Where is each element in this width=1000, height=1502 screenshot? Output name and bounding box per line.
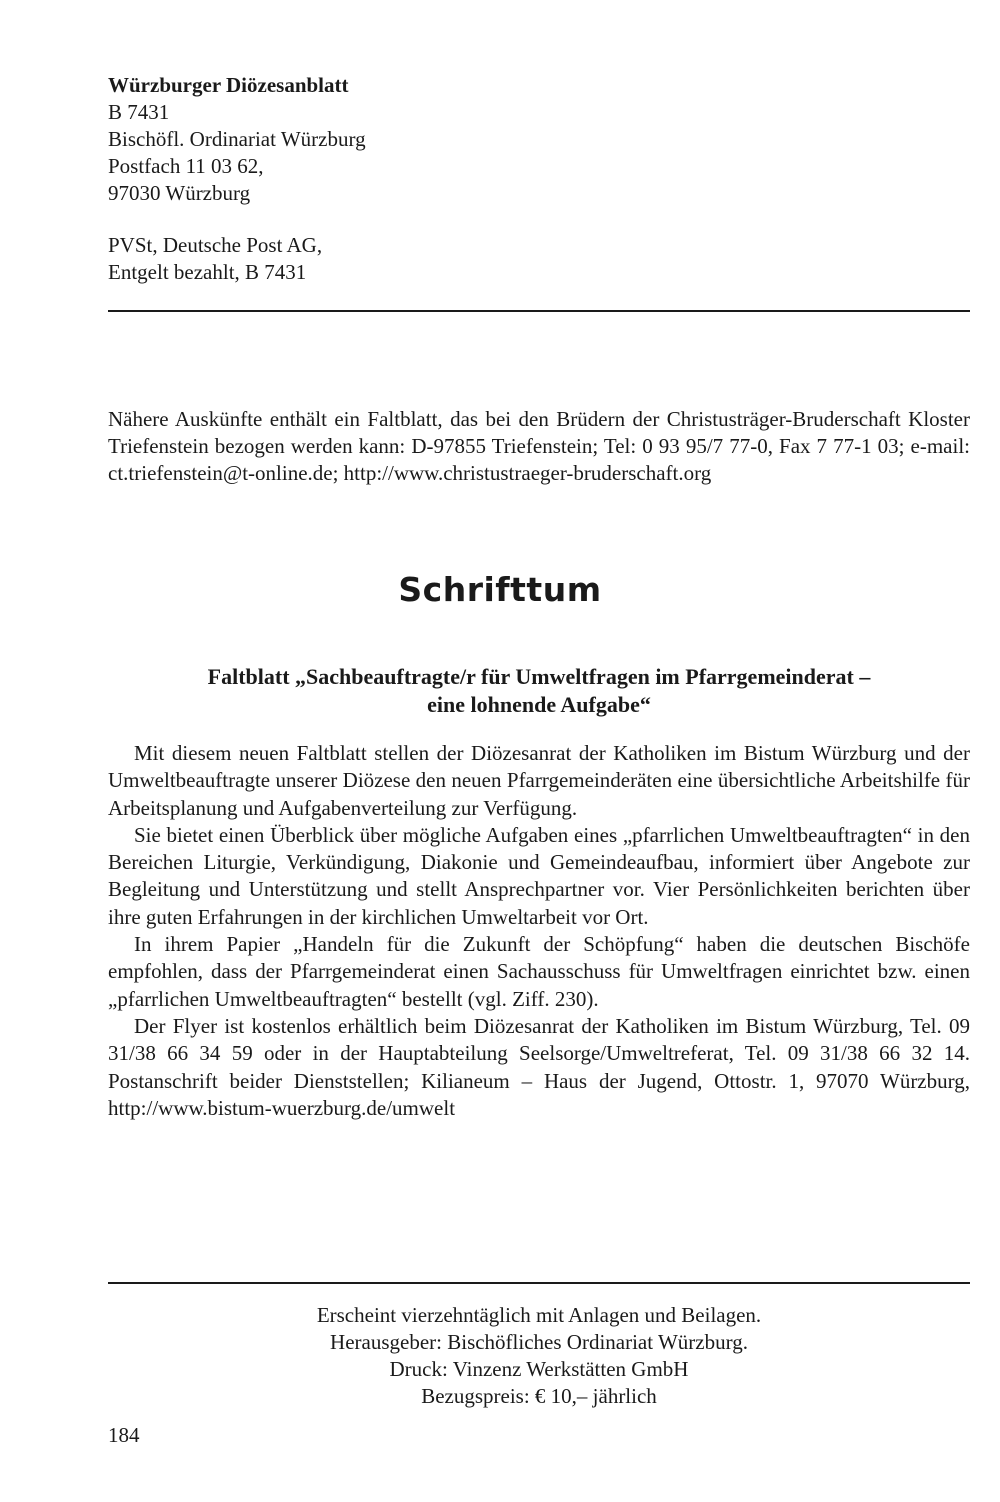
- article-paragraph: Mit diesem neuen Faltblatt stellen der Diözesanrat der Katholiken im Bistum Würzburg und der Umweltbeauftragte unserer Diözese den neuen Pfarrgemeinderäten eine übersichtliche Arbeitshilfe für Arbeitsplanung und Aufgabenverteilung zur Verfügung.: [108, 741, 970, 820]
- article-body: [108, 740, 970, 1122]
- postage-line: Entgelt bezahlt, B 7431: [108, 260, 307, 284]
- address-line: 97030 Würzburg: [108, 181, 251, 205]
- article-title-line: Faltblatt „Sachbeauftragte/r für Umweltfragen im Pfarrgemeinderat –: [207, 664, 871, 689]
- address-line: B 7431: [108, 100, 170, 124]
- bottom-divider: [108, 1282, 970, 1284]
- article-paragraph: Sie bietet einen Überblick über mögliche Aufgaben eines „pfarrlichen Umweltbeauftragten“ in den Bereichen Liturgie, Verkündigung, Diakonie und Gemeindeaufbau, informiert über Angebote zur Begleitung und Unterstützung und stellt Ansprechpartner vor. Vier Persönlichkeiten berichten über ihre guten Erfahrungen in der kirchlichen Umweltarbeit vor Ort.: [108, 822, 970, 929]
- page-number: 184: [108, 1423, 140, 1447]
- article-paragraph: In ihrem Papier „Handeln für die Zukunft der Schöpfung“ haben die deutschen Bischöfe empfohlen, dass der Pfarrgemeinderat einen Sachausschuss für Umweltfragen einrichtet bzw. einen „pfarrlichen Umweltbeauftragten“ bestellt (vgl. Ziff. 230).: [108, 932, 970, 1011]
- info-paragraph: Nähere Auskünfte enthält ein Faltblatt, das bei den Brüdern der Christusträger-Bruderschaft Kloster Triefenstein bezogen werden kann: D-97855 Triefenstein; Tel: 0 93 95/7 77-0, Fax 7 77-1 03; e-mail: ct.triefenstein@t-online.de; http://www.christustraeger-bruderschaft.org: [108, 407, 970, 485]
- section-heading: Schrifttum: [398, 570, 602, 609]
- publication-title: Würzburger Diözesanblatt: [108, 73, 349, 97]
- article-title-line: eine lohnende Aufgabe“: [427, 692, 651, 717]
- postage-block: [108, 232, 322, 286]
- address-line: Postfach 11 03 62,: [108, 154, 264, 178]
- top-divider: [108, 310, 970, 312]
- address-line: Bischöfl. Ordinariat Würzburg: [108, 127, 366, 151]
- footer-line: Bezugspreis: € 10,– jährlich: [421, 1384, 657, 1408]
- sender-address-block: [108, 72, 366, 207]
- article-paragraph: Der Flyer ist kostenlos erhältlich beim Diözesanrat der Katholiken im Bistum Würzburg, Tel. 09 31/38 66 34 59 oder in der Hauptabteilung Seelsorge/Umweltreferat, Tel. 09 31/38 66 32 14. Postanschrift beider Dienststellen; Kilianeum – Haus der Jugend, Ottostr. 1, 97070 Würzburg, http://www.bistum-wuerzburg.de/umwelt: [108, 1013, 970, 1120]
- footer-line: Herausgeber: Bischöfliches Ordinariat Würzburg.: [330, 1330, 748, 1354]
- footer-line: Erscheint vierzehntäglich mit Anlagen und Beilagen.: [316, 1303, 762, 1327]
- postage-line: PVSt, Deutsche Post AG,: [108, 233, 323, 257]
- article-title: [108, 663, 970, 719]
- imprint-footer: [108, 1302, 970, 1410]
- footer-line: Druck: Vinzenz Werkstätten GmbH: [389, 1357, 689, 1381]
